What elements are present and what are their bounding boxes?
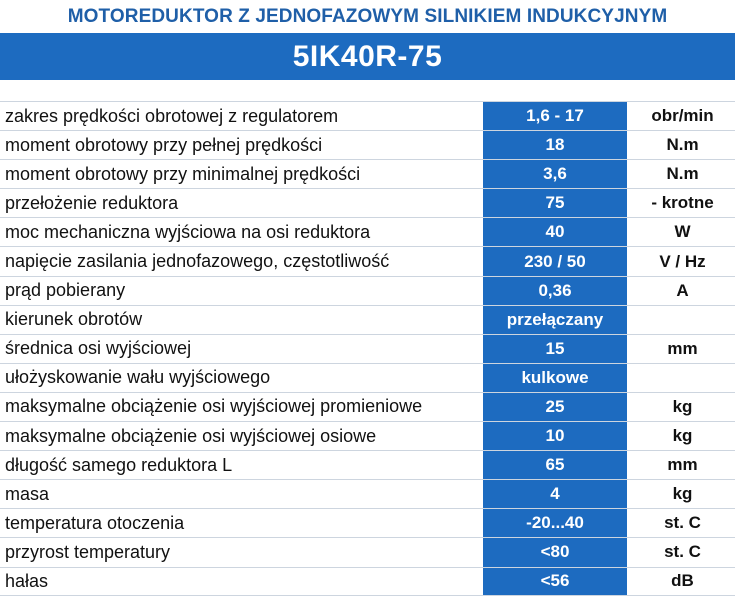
spec-row [0, 508, 735, 537]
spec-param-label: hałas [5, 570, 49, 591]
spec-row [0, 101, 735, 130]
spec-param-label: przełożenie reduktora [5, 192, 179, 213]
spec-param-label: moment obrotowy przy pełnej prędkości [5, 134, 323, 155]
spec-param-label: przyrost temperatury [5, 541, 171, 562]
spec-row [0, 188, 735, 217]
spec-unit: kg [672, 426, 693, 446]
spec-unit: mm [667, 455, 698, 475]
spec-value: 4 [483, 480, 627, 508]
spec-param-label: długość samego reduktora L [5, 454, 233, 475]
spec-value: 10 [483, 422, 627, 450]
spec-value: 0,36 [483, 277, 627, 305]
spec-param-label: moc mechaniczna wyjściowa na osi reduktora [5, 221, 371, 242]
spec-unit [630, 306, 735, 334]
spec-row [0, 246, 735, 275]
spec-value: 25 [483, 393, 627, 421]
document-title: MOTOREDUKTOR Z JEDNOFAZOWYM SILNIKIEM INDUKCYJNYM [67, 5, 668, 27]
spec-param-label: ułożyskowanie wału wyjściowego [5, 367, 271, 388]
spec-value: 3,6 [483, 160, 627, 188]
spec-value: 230 / 50 [483, 247, 627, 275]
spec-row [0, 305, 735, 334]
spec-unit: W [674, 222, 691, 242]
spec-unit: V / Hz [659, 251, 706, 271]
spec-value: 1,6 - 17 [483, 102, 627, 130]
spec-unit: N.m [666, 164, 699, 184]
spec-row [0, 479, 735, 508]
spec-value: 15 [483, 335, 627, 363]
spec-param-label: kierunek obrotów [5, 309, 143, 330]
spec-table [0, 101, 735, 596]
spec-value: 65 [483, 451, 627, 479]
spec-param-label: maksymalne obciążenie osi wyjściowej osiowe [5, 425, 377, 446]
spec-row [0, 159, 735, 188]
spec-row [0, 392, 735, 421]
spec-unit: - krotne [651, 193, 714, 213]
model-banner [0, 33, 735, 80]
spec-unit: obr/min [651, 106, 714, 126]
spec-row [0, 217, 735, 246]
spec-unit: kg [672, 396, 693, 416]
spec-param-label: masa [5, 483, 50, 504]
spec-value: 18 [483, 131, 627, 159]
spec-unit: N.m [666, 135, 699, 155]
spec-param-label: napięcie zasilania jednofazowego, częstotliwość [5, 251, 390, 272]
spec-row [0, 567, 735, 596]
spec-unit: dB [671, 571, 694, 591]
spec-row [0, 450, 735, 479]
spec-param-label: moment obrotowy przy minimalnej prędkości [5, 163, 361, 184]
spec-param-label: temperatura otoczenia [5, 512, 185, 533]
spec-param-label: zakres prędkości obrotowej z regulatorem [5, 105, 339, 126]
spec-unit: A [676, 280, 689, 300]
spec-unit [630, 364, 735, 392]
spec-value: <80 [483, 538, 627, 566]
spec-value: kulkowe [483, 364, 627, 392]
spec-value: -20...40 [483, 509, 627, 537]
spec-row [0, 334, 735, 363]
spec-param-label: maksymalne obciążenie osi wyjściowej promieniowe [5, 396, 423, 417]
spec-row [0, 363, 735, 392]
spec-value: 40 [483, 218, 627, 246]
spec-param-label: średnica osi wyjściowej [5, 338, 192, 359]
spec-unit: st. C [664, 513, 701, 533]
spec-row [0, 276, 735, 305]
spec-unit: mm [667, 338, 698, 358]
spec-row [0, 130, 735, 159]
model-name: 5IK40R-75 [292, 39, 443, 73]
spec-row [0, 537, 735, 566]
spec-unit: kg [672, 484, 693, 504]
spec-param-label: prąd pobierany [5, 280, 126, 301]
spec-value: 75 [483, 189, 627, 217]
spec-row [0, 421, 735, 450]
spec-value: <56 [483, 568, 627, 595]
spec-unit: st. C [664, 542, 701, 562]
spec-value: przełączany [483, 306, 627, 334]
